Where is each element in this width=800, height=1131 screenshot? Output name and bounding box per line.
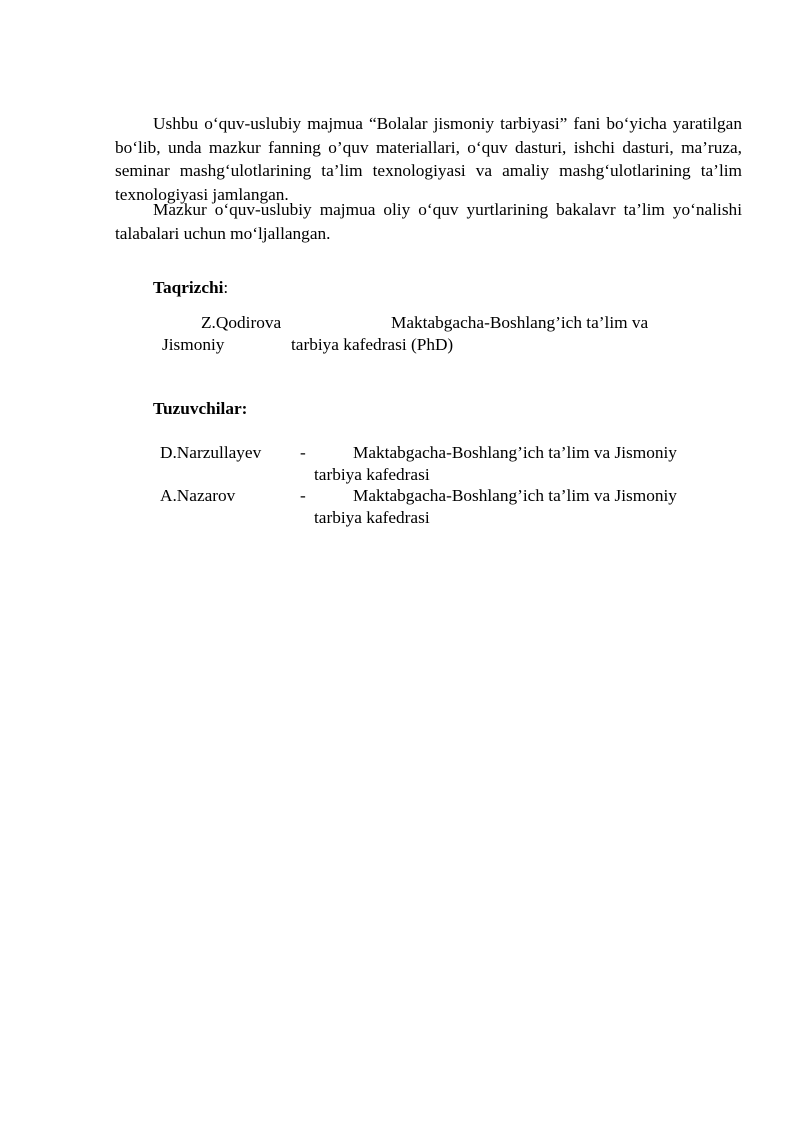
authors-heading: Tuzuvchilar: xyxy=(153,399,248,418)
author-department-line2: tarbiya kafedrasi xyxy=(314,508,430,527)
reviewer-name: Z.Qodirova xyxy=(201,313,282,332)
author-name: A.Nazarov xyxy=(160,486,236,505)
reviewer-heading xyxy=(153,278,228,298)
reviewer-department-line2: tarbiya kafedrasi (PhD) xyxy=(291,335,454,354)
author-department-line1: Maktabgacha-Boshlang’ich ta’lim va Jismoniy xyxy=(353,486,677,505)
author-department-line2: tarbiya kafedrasi xyxy=(314,465,430,484)
reviewer-heading-colon: : xyxy=(223,278,229,297)
author-dash: - xyxy=(300,443,306,462)
author-department-line1: Maktabgacha-Boshlang’ich ta’lim va Jismoniy xyxy=(353,443,677,462)
author-dash: - xyxy=(300,486,306,505)
reviewer-department-line1: Maktabgacha-Boshlang’ich ta’lim va xyxy=(391,313,649,332)
reviewer-heading-label: Taqrizchi xyxy=(153,278,224,297)
author-name: D.Narzullayev xyxy=(160,443,262,462)
intro-paragraph-1: Ushbu o‘quv-uslubiy majmua “Bolalar jismoniy tarbiyasi” fani bo‘yicha yaratilgan bo‘lib, unda mazkur fanning o’quv materiallari, o‘quv dasturi, ishchi dasturi, ma’ruza, seminar mashg‘ulotlarining ta’lim texnologiyasi va amaliy mashg‘ulotlarining ta’lim texnologiyasi jamlangan. xyxy=(115,114,742,205)
intro-paragraph-2: Mazkur o‘quv-uslubiy majmua oliy o‘quv yurtlarining bakalavr ta’lim yo‘nalishi talabalari uchun mo‘ljallangan. xyxy=(115,200,742,243)
reviewer-department-word: Jismoniy xyxy=(162,335,225,354)
